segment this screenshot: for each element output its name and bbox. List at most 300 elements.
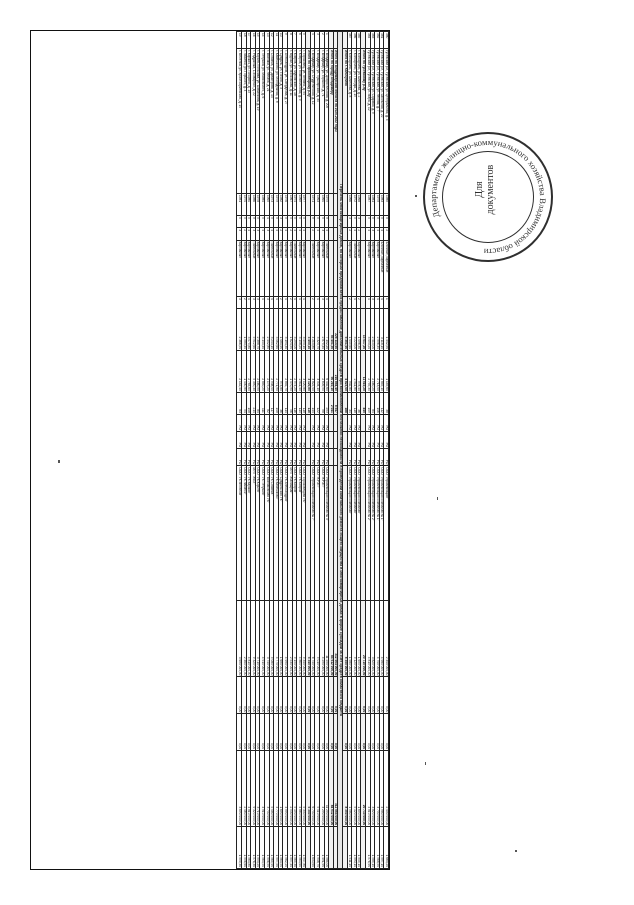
table-cell	[306, 32, 311, 49]
table-cell: 1 600,60	[310, 827, 315, 869]
table-cell: 4	[315, 297, 320, 309]
table-cell	[306, 240, 311, 296]
table-cell: 1 470,90	[287, 351, 292, 393]
table-cell: РО	[324, 432, 329, 449]
table-cell: 0,00	[255, 677, 260, 714]
table-cell: Кирпичные	[297, 240, 302, 296]
table-cell: 1981	[237, 193, 242, 215]
table-cell: Блочные, кирпичные	[379, 240, 384, 296]
table-cell: 2	[310, 228, 315, 240]
scan-speck	[515, 850, 517, 852]
department-stamp	[403, 112, 572, 281]
table-cell: ООО "Управляющая компания № 1"	[375, 466, 380, 601]
table-cell	[329, 297, 334, 309]
table-cell: 0,00	[352, 714, 357, 751]
table-cell: 2	[242, 297, 247, 309]
table-row	[379, 32, 384, 869]
table-cell: 5	[366, 216, 371, 228]
capital-repair-table	[236, 31, 389, 869]
table-cell: 0,00	[237, 677, 242, 714]
table-cell	[343, 32, 348, 49]
table-cell: РО	[301, 449, 306, 466]
table-cell: 4 910 000,00	[260, 601, 265, 677]
table-cell: ООО "УК Собинка"	[269, 466, 274, 601]
table-cell: 4	[310, 32, 315, 49]
table-cell: 4 980 000,00	[379, 601, 384, 677]
table-cell: 5 361,90	[343, 309, 348, 351]
table-cell: РО	[310, 449, 315, 466]
table-cell: 2 892,70	[283, 351, 288, 393]
table-cell: 3 140,40	[260, 309, 265, 351]
table-cell: 1 576,90	[366, 827, 371, 869]
table-cell: 3	[251, 228, 256, 240]
table-cell: 50 210,10	[329, 351, 334, 393]
table-cell: 0,00	[320, 714, 325, 751]
table-cell: 0,00	[269, 677, 274, 714]
table-cell: 0,00	[347, 677, 352, 714]
table-cell: 1 690 000,00	[278, 601, 283, 677]
table-cell: 2 410,00	[370, 309, 375, 351]
table-cell: 0,00	[251, 714, 256, 751]
table-cell: 0,00	[366, 677, 371, 714]
table-cell: 82	[264, 392, 269, 414]
table-cell: 108	[274, 392, 279, 414]
table-cell: 1984	[260, 193, 265, 215]
table-body	[237, 32, 389, 869]
table-cell: 2	[287, 228, 292, 240]
table-cell: г. Киржач, ул. Гагарина, д. 13	[246, 49, 251, 194]
table-cell: МУП "Жилищник"	[287, 466, 292, 601]
table-cell: 2 811,40	[297, 351, 302, 393]
table-cell: 2 041	[329, 392, 334, 414]
table-cell: 3	[264, 228, 269, 240]
table-row	[237, 32, 242, 869]
table-cell: 5 340 000,00	[301, 751, 306, 827]
table-cell	[361, 193, 366, 215]
table-cell: 5	[297, 216, 302, 228]
table-cell: 0,00	[352, 677, 357, 714]
table-cell: РО	[297, 449, 302, 466]
table-cell: 1979	[375, 193, 380, 215]
table-cell: 3 062,60	[274, 309, 279, 351]
table-cell: 0,00	[246, 677, 251, 714]
table-cell: 4	[379, 297, 384, 309]
table-cell: РО	[315, 449, 320, 466]
table-cell: 9 320 000,00	[251, 751, 256, 827]
table-cell: г. Ковров, ул. Комсомольская, д. 9	[297, 49, 302, 194]
scan-speck	[437, 497, 438, 500]
table-cell: 0,00	[384, 677, 389, 714]
table-cell: 56	[287, 392, 292, 414]
rotated-document-sheet	[30, 30, 390, 870]
table-cell: РО	[283, 432, 288, 449]
table-cell: 3 820 000,00	[370, 751, 375, 827]
table-cell: 380	[384, 32, 389, 49]
table-cell: 1 576,30	[251, 827, 256, 869]
table-cell	[333, 297, 338, 309]
table-cell	[333, 240, 338, 296]
table-cell: 1963	[315, 193, 320, 215]
table-cell	[343, 228, 348, 240]
table-cell: 2	[242, 228, 247, 240]
table-cell: 4	[269, 228, 274, 240]
table-cell	[306, 216, 311, 228]
table-cell: ООО "Управляющая компания № 4"	[324, 466, 329, 601]
table-cell: РО	[278, 414, 283, 431]
table-cell: г. Радужный, 1-й квартал, д. 22	[251, 49, 256, 194]
table-row	[370, 32, 375, 869]
table-cell: 1 650 000,00	[356, 751, 361, 827]
table-cell: 386	[352, 32, 357, 49]
table-cell: г. Лакинск, ул. Горького, д. 4	[242, 49, 247, 194]
table-cell: РО	[324, 449, 329, 466]
table-cell: 3	[315, 32, 320, 49]
table-cell: 1 556,50	[264, 827, 269, 869]
table-cell: РО	[251, 432, 256, 449]
table-cell	[329, 228, 334, 240]
table-cell: РО	[246, 432, 251, 449]
table-cell: 214	[251, 392, 256, 414]
table-cell: 1983	[379, 193, 384, 215]
table-cell: РО	[370, 449, 375, 466]
table-cell: 1 145,60	[384, 351, 389, 393]
table-cell: 3 220,00	[352, 309, 357, 351]
table-row	[264, 32, 269, 869]
table-cell: 18	[242, 32, 247, 49]
scan-speck	[415, 195, 417, 197]
table-cell	[333, 432, 338, 449]
table-cell: г. Гороховец, ул. Ленина, д. 54	[301, 49, 306, 194]
table-cell: 2 755,30	[366, 351, 371, 393]
table-cell: 1 505,10	[356, 827, 361, 869]
stamp-center-text	[474, 152, 496, 228]
table-cell: 6 740 000,00	[310, 751, 315, 827]
table-section-row	[329, 32, 334, 869]
table-cell: 19	[237, 32, 242, 49]
table-cell: 0,00	[260, 714, 265, 751]
table-cell: 1	[324, 32, 329, 49]
table-cell: Кирпичные	[301, 240, 306, 296]
table-cell: 4 770 000,00	[274, 751, 279, 827]
table-cell: 3 120,80	[306, 351, 311, 393]
table-cell	[343, 193, 348, 215]
table-cell: 4	[260, 297, 265, 309]
table-cell: 4 810 000,00	[366, 751, 371, 827]
table-cell: 4 810 000,00	[246, 601, 251, 677]
table-cell: 2 996,40	[375, 309, 380, 351]
table-cell: г. Петушки, ул. Маяковского, д. 6	[260, 49, 265, 194]
table-cell: 3 120,80	[301, 351, 306, 393]
table-cell: 4 290 000,00	[320, 601, 325, 677]
table-cell: ООО "Управляющая"	[384, 466, 389, 601]
table-cell: 0,00	[384, 714, 389, 751]
table-cell: 4	[301, 228, 306, 240]
table-cell: 1985	[384, 193, 389, 215]
table-cell: 4	[269, 297, 274, 309]
table-cell: 5 150 000,00	[292, 751, 297, 827]
table-cell: 11	[274, 32, 279, 49]
table-cell: 83	[237, 392, 242, 414]
table-row	[310, 32, 315, 869]
table-cell	[333, 466, 338, 601]
table-cell: РО	[260, 432, 265, 449]
table-cell: 0,00	[320, 677, 325, 714]
table-cell: 2 460 000,00	[242, 601, 247, 677]
table-cell: г. Александров, ул. Свердлова, д. 27	[283, 49, 288, 194]
table-cell: 4 770 000,00	[274, 601, 279, 677]
table-cell: 36	[278, 392, 283, 414]
table-cell: 15	[255, 32, 260, 49]
table-cell: РО	[320, 449, 325, 466]
table-cell: 0,00	[278, 677, 283, 714]
table-cell: Кирпичные	[320, 240, 325, 296]
table-cell	[361, 297, 366, 309]
table-cell: 2 142,40	[237, 351, 242, 393]
table-cell: 5	[301, 216, 306, 228]
table-cell: 2 160,20	[370, 351, 375, 393]
table-cell	[343, 432, 348, 449]
table-cell: 0,00	[292, 714, 297, 751]
table-cell: РО	[255, 414, 260, 431]
table-cell: 1971	[310, 193, 315, 215]
table-cell: 3	[356, 216, 361, 228]
table-cell: 2 974,20	[292, 351, 297, 393]
table-row	[274, 32, 279, 869]
table-cell: г. Юрьев-Польский, ул. Шибанкова, д. 19	[255, 49, 260, 194]
table-cell: 4	[366, 228, 371, 240]
table-cell: 2	[287, 297, 292, 309]
table-cell: 4 210,80	[310, 309, 315, 351]
table-cell: 111	[260, 392, 265, 414]
table-cell: Кирпичные	[370, 240, 375, 296]
table-cell: 98	[320, 392, 325, 414]
table-cell: 0,00	[356, 677, 361, 714]
table-cell: 2	[356, 228, 361, 240]
table-cell: ООО "Управляющая компания № 2"	[366, 466, 371, 601]
table-cell: 2	[278, 297, 283, 309]
table-cell: 5	[260, 216, 265, 228]
table-cell: 0,00	[274, 714, 279, 751]
table-cell: 2 713,00	[375, 351, 380, 393]
table-cell: 55 401,30	[329, 309, 334, 351]
table-cell: РО	[255, 449, 260, 466]
table-cell: 3	[237, 228, 242, 240]
table-cell: 2 783,60	[246, 351, 251, 393]
table-cell: 0,00	[379, 714, 384, 751]
table-cell: РО	[251, 414, 256, 431]
table-cell: 1 580,40	[242, 309, 247, 351]
table-cell: 3	[370, 228, 375, 240]
table-cell: РО	[352, 449, 357, 466]
table-cell: ООО "Управляющая компания № 7"	[310, 466, 315, 601]
table-cell	[306, 466, 311, 601]
table-cell: 0,00	[237, 714, 242, 751]
table-cell: 1 563,50	[278, 827, 283, 869]
table-cell: Кирпичные	[242, 240, 247, 296]
table-cell: ООО "Управляющая компания"	[356, 466, 361, 601]
table-cell	[333, 193, 338, 215]
table-cell: РО	[315, 414, 320, 431]
table-cell: 116	[292, 392, 297, 414]
table-cell: ООО "Вязниковская УК"	[264, 466, 269, 601]
table-cell: РО	[287, 449, 292, 466]
table-cell: 4 910 000,00	[260, 751, 265, 827]
table-cell: РО	[274, 449, 279, 466]
table-cell: 4 990 000,00	[283, 601, 288, 677]
table-cell: РО	[283, 414, 288, 431]
table-cell: 1 690 000,00	[278, 751, 283, 827]
table-cell: 0,00	[347, 714, 352, 751]
table-section-row	[343, 32, 348, 869]
table-cell: РО	[292, 414, 297, 431]
table-cell: 0,00	[375, 677, 380, 714]
table-cell: РО	[347, 432, 352, 449]
table-cell: 1 580 000,00	[347, 751, 352, 827]
table-cell: 5	[255, 216, 260, 228]
table-cell: ООО "УК Ковров"	[297, 466, 302, 601]
table-cell	[361, 466, 366, 601]
table-cell: Панельные	[292, 240, 297, 296]
table-cell: 1 511,10	[347, 827, 352, 869]
table-cell: Кирпичные	[347, 240, 352, 296]
table-cell: 2 366,50	[237, 309, 242, 351]
table-cell: РО	[315, 432, 320, 449]
table-cell: 0,00	[297, 714, 302, 751]
table-cell: 1969	[297, 193, 302, 215]
table-cell: РО	[269, 449, 274, 466]
table-cell: РО	[370, 432, 375, 449]
table-cell: 34	[347, 392, 352, 414]
table-cell: 84 612 000,00	[329, 601, 334, 677]
table-cell: РО	[255, 432, 260, 449]
table-cell: 4	[366, 297, 371, 309]
table-cell: 1977	[301, 193, 306, 215]
table-cell: 1 553,20	[255, 827, 260, 869]
table-cell: 4 700 000,00	[375, 601, 380, 677]
table-cell: 4 700 000,00	[375, 751, 380, 827]
table-cell: 11 250 000,00	[324, 601, 329, 677]
table-cell: 0,00	[343, 714, 348, 751]
table-cell	[333, 449, 338, 466]
table-cell: ООО "УК Юрьев"	[255, 466, 260, 601]
table-cell	[361, 827, 366, 869]
table-cell: 0,00	[264, 714, 269, 751]
table-cell: РО	[274, 414, 279, 431]
table-cell	[306, 228, 311, 240]
table-cell: 0,00	[260, 677, 265, 714]
table-cell: 1973	[269, 193, 274, 215]
table-cell: 118	[301, 392, 306, 414]
table-row	[356, 32, 361, 869]
table-cell: 0,00	[287, 714, 292, 751]
table-cell: 3 194,30	[283, 309, 288, 351]
table-cell: 5	[283, 216, 288, 228]
table-cell: 0,00	[324, 714, 329, 751]
table-row	[292, 32, 297, 869]
table-cell: 5 080 000,00	[269, 601, 274, 677]
table-cell: РО	[347, 449, 352, 466]
table-cell	[306, 449, 311, 466]
table-cell: 4 810 000,00	[246, 751, 251, 827]
table-cell: 2 771,90	[274, 351, 279, 393]
table-cell: 2	[384, 228, 389, 240]
table-cell: 1 597,10	[379, 827, 384, 869]
table-cell: 4 823,00	[343, 351, 348, 393]
table-cell	[329, 414, 334, 431]
table-cell: 3 320,70	[315, 309, 320, 351]
table-cell: г. Владимир, ул. Добросельская, д. 205	[324, 49, 329, 194]
table-cell: 0,00	[297, 677, 302, 714]
table-cell: 1 430,80	[242, 351, 247, 393]
table-cell: Итого по г. Кольчугино	[343, 49, 348, 194]
table-cell: РО	[347, 414, 352, 431]
table-cell: 5	[292, 216, 297, 228]
table-cell: ООО "ЖРЭП"	[315, 466, 320, 601]
table-cell: 0,00	[269, 714, 274, 751]
table-cell: 3	[320, 228, 325, 240]
table-cell	[329, 193, 334, 215]
table-cell: Гусевский р-н, Гусевский, ул. Школьная, д. 22	[379, 49, 384, 194]
table-cell: 3 822,00	[310, 351, 315, 393]
table-cell	[343, 827, 348, 869]
table-row	[366, 32, 371, 869]
table-cell: РО	[292, 432, 297, 449]
table-cell: 0,00	[274, 677, 279, 714]
table-cell: 6 740 000,00	[310, 601, 315, 677]
table-cell: Кирпичные	[356, 240, 361, 296]
table-cell: РО	[237, 449, 242, 466]
table-cell: РО	[260, 449, 265, 466]
table-cell: 8 350 000,00	[343, 751, 348, 827]
table-cell: 1 565,30	[292, 827, 297, 869]
table-cell: 1 096,30	[356, 309, 361, 351]
table-cell: 3 118,10	[379, 309, 384, 351]
table-cell: г. Владимир, ул. Пушкарская, д. 30	[315, 49, 320, 194]
table-cell: РО	[278, 449, 283, 466]
table-cell: 12	[269, 32, 274, 49]
table-cell: 5 120 000,00	[352, 751, 357, 827]
table-cell: РО	[310, 414, 315, 431]
table-cell: 20 710 000,00	[361, 751, 366, 827]
table-cell: Кирпичные	[283, 240, 288, 296]
table-cell: Итого по Гусевскому р-ну	[361, 49, 366, 194]
table-cell: Кирпичные	[264, 240, 269, 296]
table-cell: 5	[370, 216, 375, 228]
table-cell: 4	[352, 297, 357, 309]
table-cell: 1976	[283, 193, 288, 215]
table-cell: РО	[370, 414, 375, 431]
table-cell: г. Кольчугино, ул. Шмелева, д. 8	[347, 49, 352, 194]
table-cell	[306, 297, 311, 309]
table-cell: РО	[324, 414, 329, 431]
table-cell: 1 559,30	[237, 827, 242, 869]
table-cell: 1 568,50	[375, 827, 380, 869]
table-cell: 1967	[287, 193, 292, 215]
table-cell: 1 624,50	[287, 309, 292, 351]
table-cell: 4	[324, 228, 329, 240]
table-cell: 4 980 000,00	[379, 751, 384, 827]
table-cell: 2 460 000,00	[242, 751, 247, 827]
table-cell: 4	[260, 228, 265, 240]
table-cell: Гусевский р-н, Гусевский, ул. Лесная, д. 7	[375, 49, 380, 194]
table-cell: 11 619,20	[361, 351, 366, 393]
table-cell: РО	[269, 414, 274, 431]
table-cell: г. Меленки, ул. Красноармейская, д. 10	[237, 49, 242, 194]
table-cell	[361, 32, 366, 49]
table-cell: РО	[352, 432, 357, 449]
table-cell: 1968	[356, 193, 361, 215]
table-cell: 5	[320, 216, 325, 228]
